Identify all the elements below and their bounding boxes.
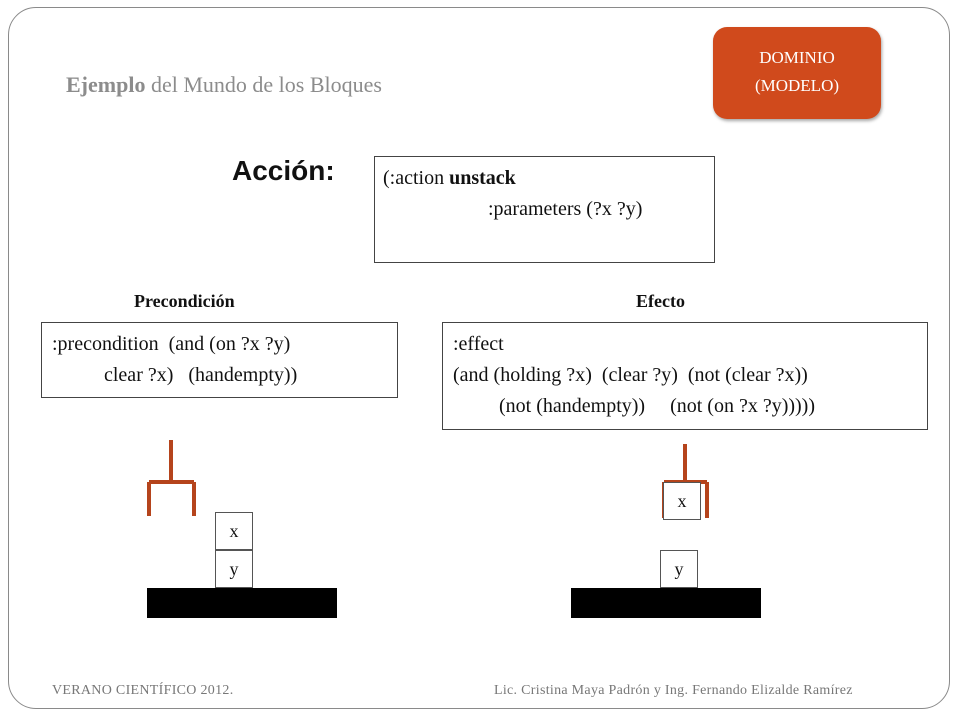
block-y-after: y [660,550,698,588]
domain-badge [713,27,881,119]
effect-box [442,322,928,430]
badge-line1: DOMINIO [759,48,835,67]
action-box [374,156,715,263]
action-line1 [383,163,706,194]
badge-line2: (MODELO) [754,76,840,95]
block-x-held: x [663,482,701,520]
block-y-before: y [215,550,253,588]
action-line2: :parameters (?x ?y) [488,198,643,220]
footer-right: Lic. Cristina Maya Padrón y Ing. Fernando Elizalde Ramírez [494,683,853,698]
effect-line1: :effect [453,333,504,355]
slide-subtitle [66,72,382,98]
precondition-box [41,322,398,398]
precondition-line1: :precondition (and (on ?x ?y) [52,333,291,355]
footer-left: VERANO CIENTÍFICO 2012. [52,683,234,698]
block-x-before: x [215,512,253,550]
effect-line3: (not (handempty)) (not (on ?x ?y))))) [499,395,815,417]
gripper-before-icon [140,440,206,520]
action-name: unstack [449,167,516,189]
table-before [147,588,337,618]
action-line1-prefix: (:action [383,167,450,189]
table-after [571,588,761,618]
subtitle-rest: del Mundo de los Bloques [145,72,382,97]
action-label: Acción: [232,155,335,186]
effect-line2: (and (holding ?x) (clear ?y) (not (clear ?x)) [453,364,808,386]
precondition-label: Precondición [134,291,235,311]
effect-label: Efecto [636,291,685,311]
subtitle-bold: Ejemplo [66,72,146,97]
precondition-line2: clear ?x) (handempty)) [104,364,298,386]
